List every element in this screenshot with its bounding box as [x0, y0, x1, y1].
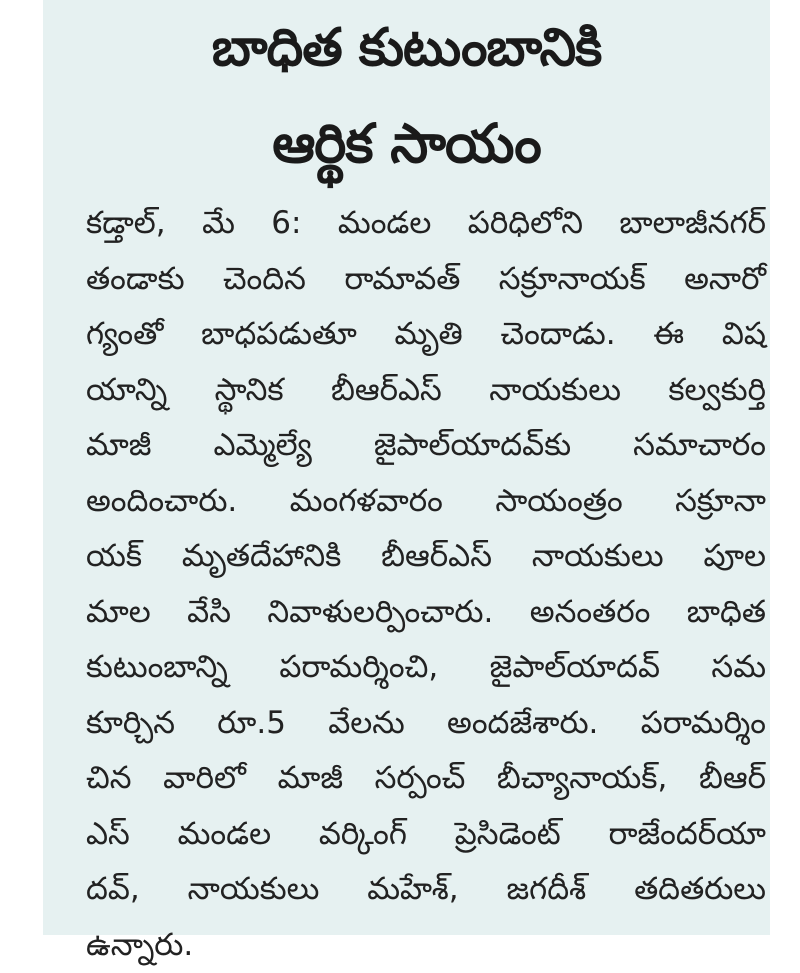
body-line: మాజీ ఎమ్మెల్యే జైపాల్‌యాదవ్‌కు సమాచారం — [86, 418, 766, 474]
article-column — [43, 0, 770, 935]
body-line: యక్ మృతదేహానికి బీఆర్ఎస్ నాయకులు పూల — [86, 529, 766, 585]
body-line: యాన్ని స్థానిక బీఆర్ఎస్ నాయకులు కల్వకుర్తి — [86, 363, 766, 419]
body-line: కూర్చిన రూ.5 వేలను అందజేశారు. పరామర్శిం — [86, 696, 766, 752]
body-line: మాల వేసి నివాళులర్పించారు. అనంతరం బాధిత — [86, 585, 766, 641]
body-line: ఎస్ మండల వర్కింగ్ ప్రెసిడెంట్ రాజేందర్‌యా — [86, 807, 766, 863]
body-line: కడ్తాల్, మే 6: మండల పరిధిలోని బాలాజీనగర్ — [86, 196, 766, 252]
headline-line-2: ఆర్థిక సాయం — [43, 104, 770, 184]
body-line: దవ్, నాయకులు మహేశ్, జగదీశ్ తదితరులు — [86, 862, 766, 918]
headline-line-1: బాధిత కుటుంబానికి — [43, 8, 770, 88]
body-line: చిన వారిలో మాజీ సర్పంచ్ బీచ్యానాయక్, బీఆర్ — [86, 751, 766, 807]
article-body — [86, 196, 766, 973]
body-line: ఉన్నారు. — [86, 918, 766, 973]
body-line: గ్యంతో బాధపడుతూ మృతి చెందాడు. ఈ విష — [86, 307, 766, 363]
body-line: అందించారు. మంగళవారం సాయంత్రం సక్రూనా — [86, 474, 766, 530]
body-line: కుటుంబాన్ని పరామర్శించి, జైపాల్‌యాదవ్ సమ — [86, 640, 766, 696]
body-line: తండాకు చెందిన రామావత్ సక్రూనాయక్ అనారో — [86, 252, 766, 308]
